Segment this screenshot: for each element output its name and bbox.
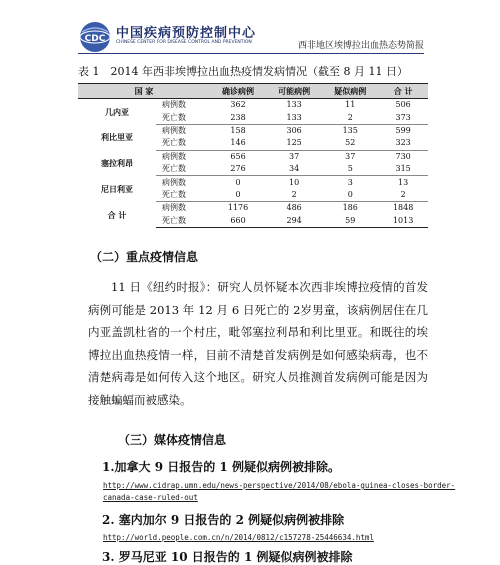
value-cell: 5 bbox=[322, 163, 378, 176]
country-cell: 合 计 bbox=[107, 209, 127, 220]
table-row bbox=[78, 99, 428, 112]
value-cell: 146 bbox=[210, 137, 266, 150]
value-cell: 373 bbox=[378, 111, 428, 124]
metric-cell: 病例数 bbox=[162, 100, 186, 110]
value-cell: 656 bbox=[230, 151, 246, 161]
section-title-key-info: （二）重点疫情信息 bbox=[90, 250, 199, 264]
metric-cell: 死亡数 bbox=[156, 137, 210, 150]
value-cell: 2 bbox=[266, 189, 322, 202]
value-cell: 133 bbox=[286, 100, 302, 110]
metric-cell: 死亡数 bbox=[156, 189, 210, 202]
table-header-row bbox=[78, 84, 428, 99]
value-cell: 37 bbox=[345, 151, 356, 161]
value-cell: 133 bbox=[266, 111, 322, 124]
value-cell: 52 bbox=[322, 137, 378, 150]
value-cell: 730 bbox=[395, 151, 411, 161]
media-item-2-link[interactable]: http://world.people.com.cn/n/2014/0812/c157278-25446634.html bbox=[103, 533, 374, 542]
value-cell: 306 bbox=[286, 125, 302, 135]
page-header bbox=[0, 0, 500, 62]
value-cell: 125 bbox=[266, 137, 322, 150]
country-cell: 几内亚 bbox=[105, 106, 129, 117]
country-cell: 利比里亚 bbox=[101, 132, 133, 143]
value-cell: 323 bbox=[378, 137, 428, 150]
value-cell: 13 bbox=[398, 177, 409, 187]
value-cell: 37 bbox=[289, 151, 300, 161]
value-cell: 276 bbox=[210, 163, 266, 176]
value-cell: 238 bbox=[210, 111, 266, 124]
value-cell: 158 bbox=[230, 125, 246, 135]
metric-cell: 死亡数 bbox=[156, 111, 210, 124]
value-cell: 315 bbox=[378, 163, 428, 176]
value-cell: 294 bbox=[266, 215, 322, 228]
metric-cell: 病例数 bbox=[162, 151, 186, 161]
cdc-logo-icon bbox=[78, 20, 112, 54]
country-cell: 尼日利亚 bbox=[101, 183, 133, 194]
org-name-en: CHINESE CENTER FOR DISEASE CONTROL AND PREVENTION bbox=[116, 40, 252, 45]
value-cell: 2 bbox=[322, 111, 378, 124]
value-cell: 186 bbox=[342, 203, 358, 213]
value-cell: 1848 bbox=[392, 203, 414, 213]
header-suspected: 疑似病例 bbox=[322, 84, 378, 99]
value-cell: 34 bbox=[266, 163, 322, 176]
table-row bbox=[78, 176, 428, 189]
table-row bbox=[78, 202, 428, 215]
cases-table bbox=[78, 83, 428, 228]
document-title: 西非地区埃博拉出血热态势简报 bbox=[297, 41, 424, 51]
paragraph-text: 11 日《纽约时报》：研究人员怀疑本次西非埃博拉疫情的首发病例可能是 2013 年 12 月 6 日死亡的 2岁男童，该病例居住在几内亚盖凯杜省的一个村庄，毗邻塞拉利昂和利比里亚。和既往的埃博拉出血热疫情一样，目前不清楚首发病例是如何感染病毒，也不清楚病毒是如何传入这个地区。研究人员推测首发病例可能是因为接触蝙蝠而被感染。 bbox=[88, 280, 428, 407]
header-rule bbox=[78, 53, 424, 54]
value-cell: 0 bbox=[210, 189, 266, 202]
media-item-1-link-cont[interactable]: canada-case-ruled-out bbox=[103, 493, 198, 502]
value-cell: 599 bbox=[395, 125, 411, 135]
table-row bbox=[78, 150, 428, 163]
header-total: 合 计 bbox=[378, 84, 428, 99]
header-country: 国 家 bbox=[78, 84, 210, 99]
media-item-2-title: 2. 塞内加尔 9 日报告的 2 例疑似病例被排除 bbox=[102, 513, 345, 527]
value-cell: 11 bbox=[345, 100, 356, 110]
value-cell: 1176 bbox=[227, 203, 249, 213]
value-cell: 486 bbox=[286, 203, 302, 213]
value-cell: 10 bbox=[289, 177, 300, 187]
value-cell: 2 bbox=[378, 189, 428, 202]
value-cell: 135 bbox=[342, 125, 358, 135]
metric-cell: 死亡数 bbox=[156, 215, 210, 228]
header-probable: 可能病例 bbox=[266, 84, 322, 99]
media-item-3-title: 3. 罗马尼亚 10 日报告的 1 例疑似病例被排除 bbox=[102, 550, 353, 564]
media-item-1-link[interactable]: http://www.cidrap.umn.edu/news-perspective/2014/08/ebola-guinea-closes-border- bbox=[103, 481, 456, 490]
svg-text:CDC: CDC bbox=[84, 34, 106, 44]
value-cell: 1013 bbox=[378, 215, 428, 228]
value-cell: 362 bbox=[230, 100, 246, 110]
header-confirmed: 确诊病例 bbox=[210, 84, 266, 99]
value-cell: 3 bbox=[347, 177, 353, 187]
value-cell: 660 bbox=[210, 215, 266, 228]
value-cell: 0 bbox=[322, 189, 378, 202]
table-caption: 表 1 2014 年西非埃博拉出血热疫情发病情况（截至 8 月 11 日） bbox=[78, 65, 408, 78]
metric-cell: 病例数 bbox=[162, 177, 186, 187]
country-cell: 塞拉利昂 bbox=[101, 157, 133, 168]
value-cell: 59 bbox=[322, 215, 378, 228]
value-cell: 0 bbox=[235, 177, 241, 187]
table-row bbox=[78, 124, 428, 137]
metric-cell: 病例数 bbox=[162, 203, 186, 213]
key-info-paragraph bbox=[88, 276, 428, 412]
org-name-cn: 中国疾病预防控制中心 bbox=[116, 26, 257, 41]
section-title-media-info: （三）媒体疫情信息 bbox=[118, 433, 227, 447]
metric-cell: 死亡数 bbox=[156, 163, 210, 176]
metric-cell: 病例数 bbox=[162, 125, 186, 135]
value-cell: 506 bbox=[395, 100, 411, 110]
media-item-1-title: 1.加拿大 9 日报告的 1 例疑似病例被排除。 bbox=[102, 460, 340, 474]
